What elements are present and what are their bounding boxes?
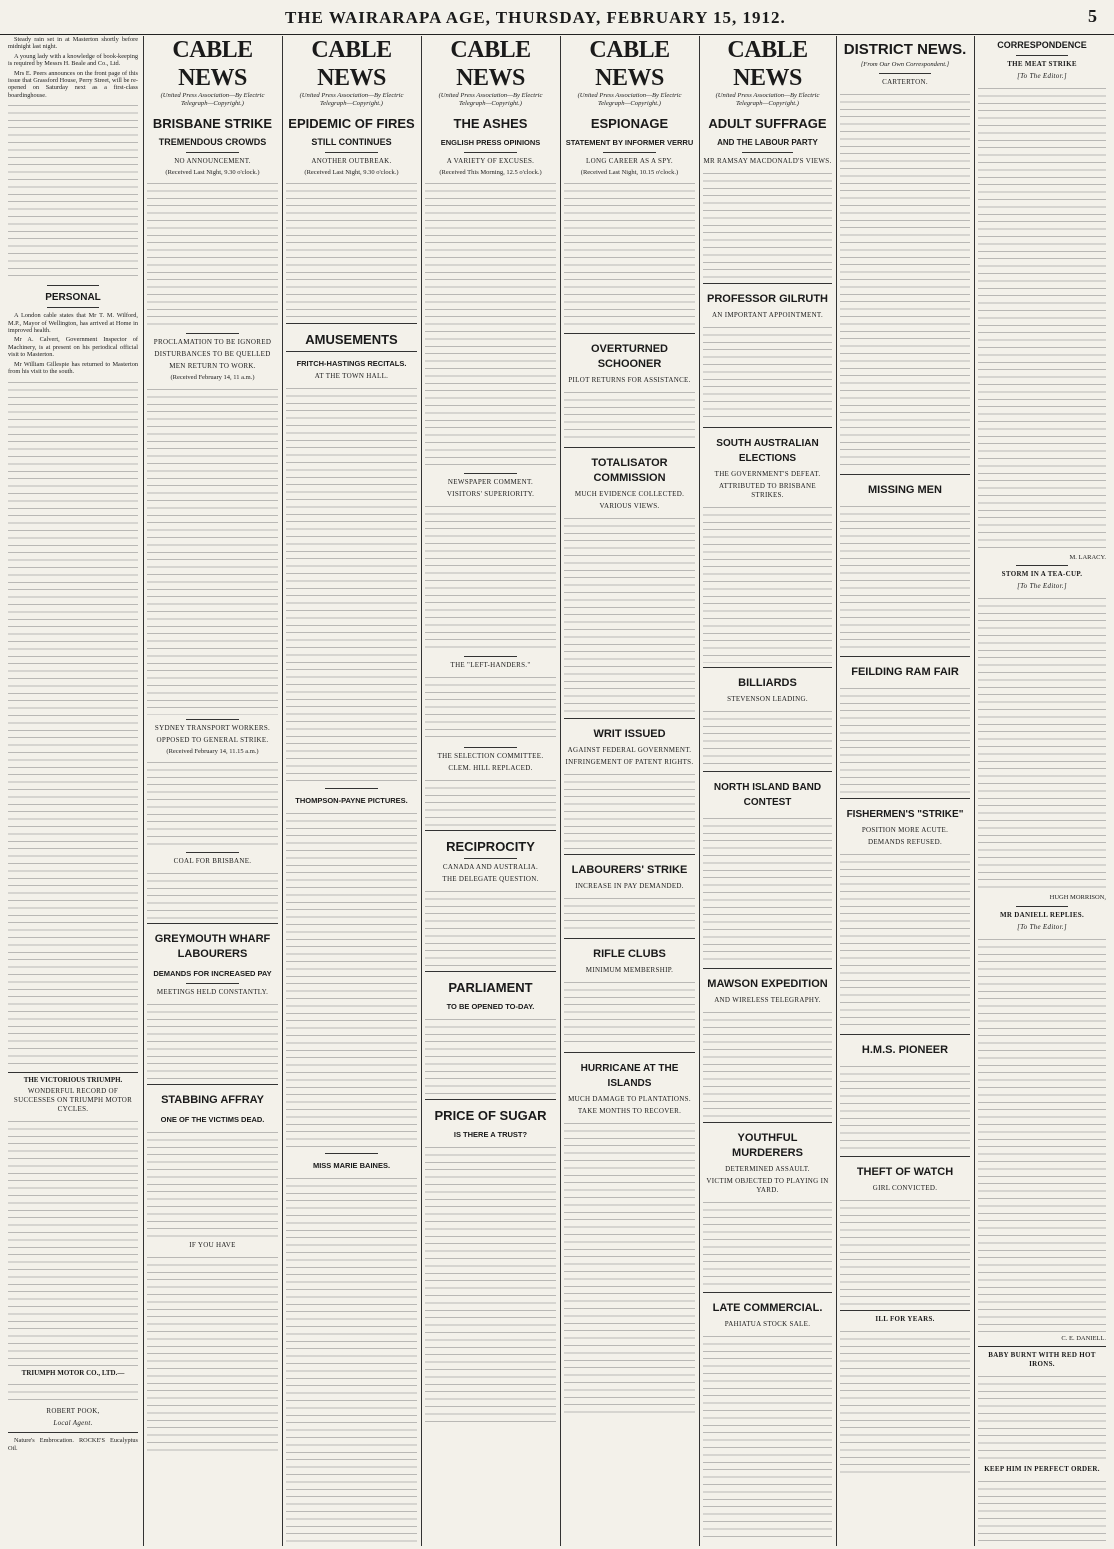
news-item: Mr William Gillespie has returned to Masterton from his visit to the south. [8, 360, 138, 376]
received-note: (Received February 14, 11 a.m.) [170, 374, 255, 382]
subheading-minimum: MINIMUM MEMBERSHIP. [585, 966, 674, 975]
subheading-delegate: THE DELEGATE QUESTION. [442, 875, 539, 884]
heading-hurricane: HURRICANE AT THE ISLANDS [580, 1063, 679, 1090]
subheading-still: STILL CONTINUES [311, 137, 392, 147]
filler-text [286, 179, 417, 319]
cable-news-banner: CABLE NEWS [311, 37, 392, 91]
to-editor-note: [To The Editor.] [1017, 72, 1067, 80]
received-note: (Received February 14, 11.15 a.m.) [166, 747, 259, 755]
heading-missing: MISSING MEN [868, 484, 942, 496]
subheading-english: ENGLISH PRESS OPINIONS [440, 138, 541, 147]
filler-text [425, 179, 556, 469]
heading-rifle: RIFLE CLUBS [593, 948, 666, 961]
filler-text [978, 1372, 1106, 1462]
subheading-increase: INCREASE IN PAY DEMANDED. [575, 882, 684, 891]
column-cable-fires [286, 36, 417, 1546]
heading-sugar: PRICE OF SUGAR [434, 1108, 547, 1124]
filler-text [703, 707, 832, 767]
heading-victorious-triumph: THE VICTORIOUS TRIUMPH. [23, 1075, 123, 1084]
cable-byline: (United Press Association—By Electric Telegraph—Copyright.) [715, 92, 820, 107]
heading-brisbane-strike: BRISBANE STRIKE [152, 116, 273, 131]
subheading-girl: GIRL CONVICTED. [872, 1184, 938, 1192]
filler-text [840, 850, 970, 1030]
cable-news-banner: CABLE NEWS [450, 37, 531, 91]
heading-amusements: AMUSEMENTS [305, 332, 398, 348]
heading-suffrage: ADULT SUFFRAGE [708, 116, 827, 131]
cable-byline: (United Press Association—By Electric Telegraph—Copyright.) [438, 92, 543, 107]
subheading-excuses: A VARIETY OF EXCUSES. [446, 157, 535, 165]
column-rule [836, 36, 837, 1546]
column-cable-suffrage [703, 36, 832, 1546]
received-note: (Received Last Night, 9.30 o'clock.) [165, 169, 260, 176]
filler-text [147, 1128, 278, 1238]
heading-reciprocity: RECIPROCITY [446, 839, 535, 855]
filler-text [564, 514, 695, 714]
subheading-victim: VICTIM OBJECTED TO PLAYING IN YARD. [706, 1177, 829, 1194]
heading-watch: THEFT OF WATCH [856, 1166, 954, 1178]
subheading-disturbances: DISTURBANCES TO BE QUELLED [154, 350, 271, 359]
filler-text [978, 594, 1106, 894]
filler-text [564, 1119, 695, 1419]
filler-text [703, 503, 832, 663]
heading-schooner: OVERTURNED SCHOONER [590, 343, 668, 371]
newspaper-title: THE WAIRARAPA AGE, THURSDAY, FEBRUARY 15, 1912. [285, 8, 786, 27]
subheading-newspaper: NEWSPAPER COMMENT. [447, 478, 534, 487]
correspondent-note: [From Our Own Correspondent.] [860, 61, 950, 68]
filler-text [147, 758, 278, 848]
filler-text [978, 84, 1106, 554]
filler-text [425, 1015, 556, 1095]
cable-byline: (United Press Association—By Electric Telegraph—Copyright.) [577, 92, 682, 107]
subheading-storm: STORM IN A TEA-CUP. [1001, 570, 1083, 579]
heading-billiards: BILLIARDS [738, 677, 797, 689]
filler-text [703, 1008, 832, 1118]
subheading-victims: ONE OF THE VICTIMS DEAD. [160, 1115, 265, 1125]
filler-text [978, 935, 1106, 1335]
subheading-pahiatua: PAHIATUA STOCK SALE. [724, 1320, 811, 1328]
signature-laracy: M. LARACY. [1069, 554, 1106, 561]
subheading-macdonald: MR RAMSAY MACDONALD'S VIEWS. [703, 157, 832, 165]
filler-text [286, 1174, 417, 1546]
filler-text [8, 1380, 138, 1404]
filler-text [564, 179, 695, 329]
heading-stabbing: STABBING AFFRAY [161, 1094, 264, 1107]
heading-fishermen: FISHERMEN'S "STRIKE" [846, 809, 964, 820]
filler-text [147, 869, 278, 919]
heading-parliament: PARLIAMENT [448, 980, 533, 996]
news-item: A London cable states that Mr T. M. Wilford, M.P., Mayor of Wellington, has arrived at Home in improved health. [8, 312, 138, 335]
subheading-daniell: MR DANIELL REPLIES. [999, 910, 1085, 919]
subheading-hill: CLEM. HILL REPLACED. [448, 764, 533, 773]
cable-news-banner: CABLE NEWS [172, 37, 253, 91]
news-item: Mr A. Calvert, Government Inspector of Machinery, is at present on his periodical official visit to Masterton. [8, 336, 138, 359]
filler-text [703, 1198, 832, 1288]
received-note: (Received Last Night, 10.15 o'clock.) [580, 169, 679, 176]
subheading-meat-strike: THE MEAT STRIKE [1007, 60, 1077, 68]
heading-district-news: DISTRICT NEWS. [843, 41, 967, 58]
filler-text [425, 1143, 556, 1423]
subheading-thompson: THOMPSON-PAYNE PICTURES. [295, 796, 408, 806]
subheading-trust: IS THERE A TRUST? [453, 1130, 528, 1140]
column-rule [421, 36, 422, 1546]
subheading-stevenson: STEVENSON LEADING. [727, 695, 808, 703]
subheading-months: TAKE MONTHS TO RECOVER. [577, 1107, 682, 1116]
heading-correspondence: CORRESPONDENCE [997, 40, 1087, 50]
subheading-long-career: LONG CAREER AS A SPY. [586, 157, 673, 165]
filler-text [147, 179, 278, 329]
heading-epidemic-fires: EPIDEMIC OF FIRES [288, 116, 415, 131]
news-item: A young lady with a knowledge of book-keeping is required by Messrs H. Beale and Co., Ltd. [8, 52, 138, 68]
subheading-evidence: MUCH EVIDENCE COLLECTED. [574, 490, 685, 499]
subheading-carterton: CARTERTON. [882, 78, 928, 86]
subheading-visitors: VISITORS' SUPERIORITY. [446, 490, 535, 499]
column-rule [282, 36, 283, 1546]
subheading-town-hall: AT THE TOWN HALL. [314, 372, 389, 381]
filler-text [8, 101, 138, 281]
heading-sa-elections: SOUTH AUSTRALIAN ELECTIONS [716, 438, 819, 464]
subheading-demands: DEMANDS FOR INCREASED PAY [153, 969, 272, 979]
page-number: 5 [1088, 6, 1097, 26]
subheading-sydney-transport: SYDNEY TRANSPORT WORKERS. [154, 723, 271, 732]
cable-news-banner: CABLE NEWS [727, 37, 808, 91]
subheading-another: ANOTHER OUTBREAK. [311, 157, 392, 165]
received-note: (Received This Morning, 12.5 o'clock.) [439, 169, 542, 176]
filler-text [147, 385, 278, 715]
filler-text [564, 978, 695, 1048]
subheading-acute: POSITION MORE ACUTE. [861, 826, 949, 834]
filler-text [703, 323, 832, 423]
subheading-infringement: INFRINGEMENT OF PATENT RIGHTS. [565, 758, 694, 767]
heading-greymouth: GREYMOUTH WHARF LABOURERS [154, 933, 271, 961]
filler-text [840, 502, 970, 652]
subheading-meetings: MEETINGS HELD CONSTANTLY. [156, 988, 269, 997]
heading-mawson: MAWSON EXPEDITION [707, 978, 828, 990]
filler-text [703, 169, 832, 279]
filler-text [286, 384, 417, 784]
filler-text [425, 673, 556, 743]
heading-writ: WRIT ISSUED [593, 728, 666, 741]
column-cable-ashes [425, 36, 556, 1546]
subheading-wonderful-record: WONDERFUL RECORD OF SUCCESSES ON TRIUMPH MOTOR CYCLES. [13, 1086, 133, 1113]
heading-feilding: FEILDING RAM FAIR [851, 666, 959, 678]
subheading-damage: MUCH DAMAGE TO PLANTATIONS. [568, 1095, 691, 1104]
news-item: Mrs E. Peers announces on the front page of this issue that Grassford House, Perry Street, will be re-opened on Saturday next as a first-class boardinghouse. [8, 69, 138, 99]
filler-text [840, 1062, 970, 1152]
subheading-no-announcement: NO ANNOUNCEMENT. [174, 157, 251, 165]
subheading-opened: TO BE OPENED TO-DAY. [446, 1002, 535, 1012]
heading-commercial: LATE COMMERCIAL. [712, 1302, 823, 1314]
cable-byline: (United Press Association—By Electric Telegraph—Copyright.) [299, 92, 404, 107]
subheading-appointment: AN IMPORTANT APPOINTMENT. [711, 311, 824, 319]
heading-totalisator: TOTALISATOR COMMISSION [591, 457, 668, 485]
column-rule [143, 36, 144, 1546]
column-district-news [840, 36, 970, 1546]
signature-morrison: HUGH MORRISON, [1049, 894, 1106, 902]
subheading-baines: MISS MARIE BAINES. [312, 1161, 391, 1171]
subheading-attributed: ATTRIBUTED TO BRISBANE STRIKES. [719, 482, 816, 499]
news-item: Steady rain set in at Masterton shortly before midnight last night. [8, 36, 138, 51]
column-correspondence [978, 36, 1106, 1546]
column-rule [974, 36, 975, 1546]
column-rule [560, 36, 561, 1546]
filler-text [425, 776, 556, 826]
filler-text [840, 684, 970, 794]
to-editor-note: [To The Editor.] [1017, 582, 1067, 591]
cable-byline: (United Press Association—By Electric Telegraph—Copyright.) [160, 92, 265, 107]
filler-text [978, 1477, 1106, 1546]
subheading-left-handers: THE "LEFT-HANDERS." [450, 661, 531, 670]
filler-text [8, 1117, 138, 1367]
column-cable-brisbane [147, 36, 278, 1546]
heading-band: NORTH ISLAND BAND CONTEST [713, 782, 822, 808]
filler-text [840, 1196, 970, 1306]
heading-pioneer: H.M.S. PIONEER [861, 1044, 949, 1056]
subheading-pilot: PILOT RETURNS FOR ASSISTANCE. [568, 376, 691, 385]
column-cable-espionage [564, 36, 695, 1546]
subheading-labour: AND THE LABOUR PARTY [717, 138, 818, 147]
subheading-statement: STATEMENT BY INFORMER VERRU [565, 138, 694, 147]
advert-pook-role: Local Agent. [53, 1419, 93, 1428]
filler-text [425, 887, 556, 967]
advert-triumph-co: TRIUMPH MOTOR CO., LTD.— [21, 1368, 125, 1377]
advert-pook: ROBERT POOK, [46, 1407, 100, 1416]
subheading-wireless: AND WIRELESS TELEGRAPHY. [714, 996, 821, 1004]
filler-text [840, 1327, 970, 1477]
column-rule [699, 36, 700, 1546]
advert-baby-burnt: BABY BURNT WITH RED HOT IRONS. [988, 1351, 1096, 1369]
subheading-coal: COAL FOR BRISBANE. [173, 857, 252, 866]
filler-text [147, 1253, 278, 1453]
to-editor-note: [To The Editor.] [1017, 922, 1067, 931]
masthead [0, 0, 1114, 35]
column-local-news [8, 36, 138, 1546]
filler-text [564, 894, 695, 934]
filler-text [703, 814, 832, 964]
heading-ashes: THE ASHES [453, 116, 528, 131]
heading-gilruth: PROFESSOR GILRUTH [706, 293, 828, 305]
heading-personal: PERSONAL [45, 292, 101, 304]
subheading-various: VARIOUS VIEWS. [599, 502, 660, 511]
filler-text [147, 1000, 278, 1080]
heading-murderers: YOUTHFUL MURDERERS [732, 1132, 803, 1159]
subheading-crowds: TREMENDOUS CROWDS [158, 137, 267, 147]
filler-text [703, 1332, 832, 1542]
signature-daniell: C. E. DANIELL. [1061, 1334, 1106, 1342]
cable-news-banner: CABLE NEWS [589, 37, 670, 91]
heading-labourers: LABOURERS' STRIKE [571, 864, 688, 877]
subheading-opposed: OPPOSED TO GENERAL STRIKE. [156, 735, 269, 744]
advert-rocke: Nature's Embrocation. ROCKE'S Eucalyptus Oil. [8, 1437, 138, 1452]
advert-if-you-have: IF YOU HAVE [189, 1241, 236, 1250]
subheading-canada: CANADA AND AUSTRALIA. [442, 863, 539, 872]
subheading-fritch: FRITCH-HASTINGS RECITALS. [296, 359, 407, 369]
subheading-proclamation: PROCLAMATION TO BE IGNORED [153, 338, 272, 347]
advert-keep-him: KEEP HIM IN PERFECT ORDER. [984, 1465, 1100, 1474]
filler-text [564, 770, 695, 850]
filler-text [840, 90, 970, 470]
heading-espionage: ESPIONAGE [590, 116, 669, 131]
filler-text [8, 378, 138, 1068]
filler-text [286, 809, 417, 1149]
heading-ill: ILL FOR YEARS. [875, 1315, 935, 1323]
subheading-defeat: THE GOVERNMENT'S DEFEAT. [714, 470, 821, 478]
columns-area [6, 36, 1110, 1546]
filler-text [425, 502, 556, 652]
subheading-selection: THE SELECTION COMMITTEE. [437, 752, 544, 761]
subheading-determined: DETERMINED ASSAULT. [725, 1165, 810, 1173]
subheading-men-return: MEN RETURN TO WORK. [169, 362, 256, 371]
filler-text [564, 388, 695, 443]
subheading-refused: DEMANDS REFUSED. [867, 838, 943, 846]
subheading-against: AGAINST FEDERAL GOVERNMENT. [567, 746, 692, 755]
received-note: (Received Last Night, 9.30 o'clock.) [304, 169, 399, 176]
